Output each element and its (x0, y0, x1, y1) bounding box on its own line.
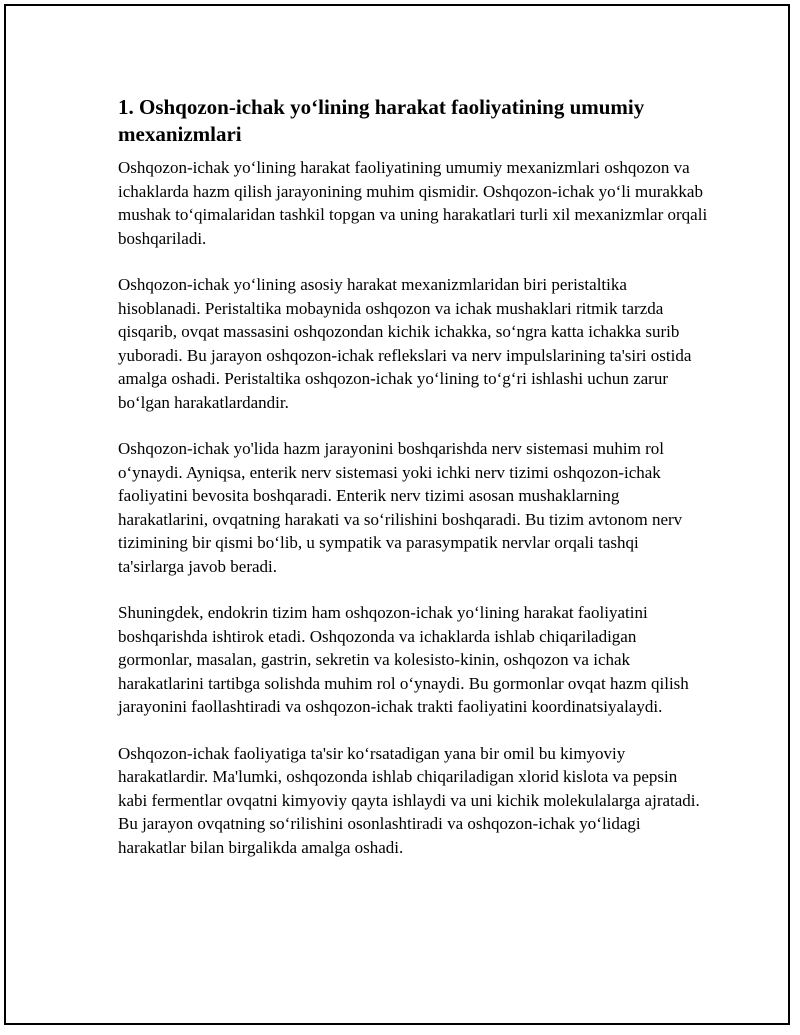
paragraph-1: Oshqozon-ichak yo‘lining harakat faoliyatining umumiy mexanizmlari oshqozon va ichaklarda hazm qilish jarayonining muhim qismidir. Oshqozon-ichak yo‘li murakkab mushak to‘qimalaridan tashkil topgan va uning harakatlari turli xil mexanizmlar orqali boshqariladi. (118, 158, 708, 248)
section-heading: 1. Oshqozon-ichak yo‘lining harakat faoliyatining umumiy mexanizmlari (118, 95, 645, 146)
paragraph-5: Oshqozon-ichak faoliyatiga ta'sir ko‘rsatadigan yana bir omil bu kimyoviy harakatlardir. Ma'lumki, oshqozonda ishlab chiqariladigan xlorid kislota va pepsin kabi fermentlar ovqatni kimyoviy qayta ishlaydi va uni kichik molekulalarga ajratadi. Bu jarayon ovqatning so‘rilishini osonlashtiradi va oshqozon-ichak yo‘lidagi harakatlar bilan birgalikda amalga oshadi. (118, 743, 700, 857)
paragraph-3: Oshqozon-ichak yo'lida hazm jarayonini boshqarishda nerv sistemasi muhim rol o‘ynaydi. Ayniqsa, enterik nerv sistemasi yoki ichki nerv tizimi oshqozon-ichak faoliyatini bevosita boshqaradi. Enterik nerv tizimi asosan mushaklarning harakatlarini, ovqatning harakati va so‘rilishini boshqaradi. Bu tizim avtonom nerv tizimining bir qismi bo‘lib, u sympatik va parasympatik nervlar orqali tashqi ta'sirlarga javob beradi. (118, 439, 683, 576)
document-body (118, 94, 708, 882)
paragraph-4: Shuningdek, endokrin tizim ham oshqozon-ichak yo‘lining harakat faoliyatini boshqarishda ishtirok etadi. Oshqozonda va ichaklarda ishlab chiqariladigan gormonlar, masalan, gastrin, sekretin va kolesisto-kinin, oshqozon va ichak harakatlarini tartibga solishda muhim rol o‘ynaydi. Bu gormonlar ovqat hazm qilish jarayonini faollashtiradi va oshqozon-ichak trakti faoliyatini koordinatsiyalaydi. (118, 603, 689, 716)
paragraph-2: Oshqozon-ichak yo‘lining asosiy harakat mexanizmlaridan biri peristaltika hisoblanadi. Peristaltika mobaynida oshqozon va ichak mushaklari ritmik tarzda qisqarib, ovqat massasini oshqozondan kichik ichakka, so‘ngra katta ichakka surib yuboradi. Bu jarayon oshqozon-ichak reflekslari va nerv impulslarining ta'siri ostida amalga oshadi. Peristaltika oshqozon-ichak yo‘lining to‘g‘ri ishlashi uchun zarur bo‘lgan harakatlardandir. (118, 275, 692, 412)
